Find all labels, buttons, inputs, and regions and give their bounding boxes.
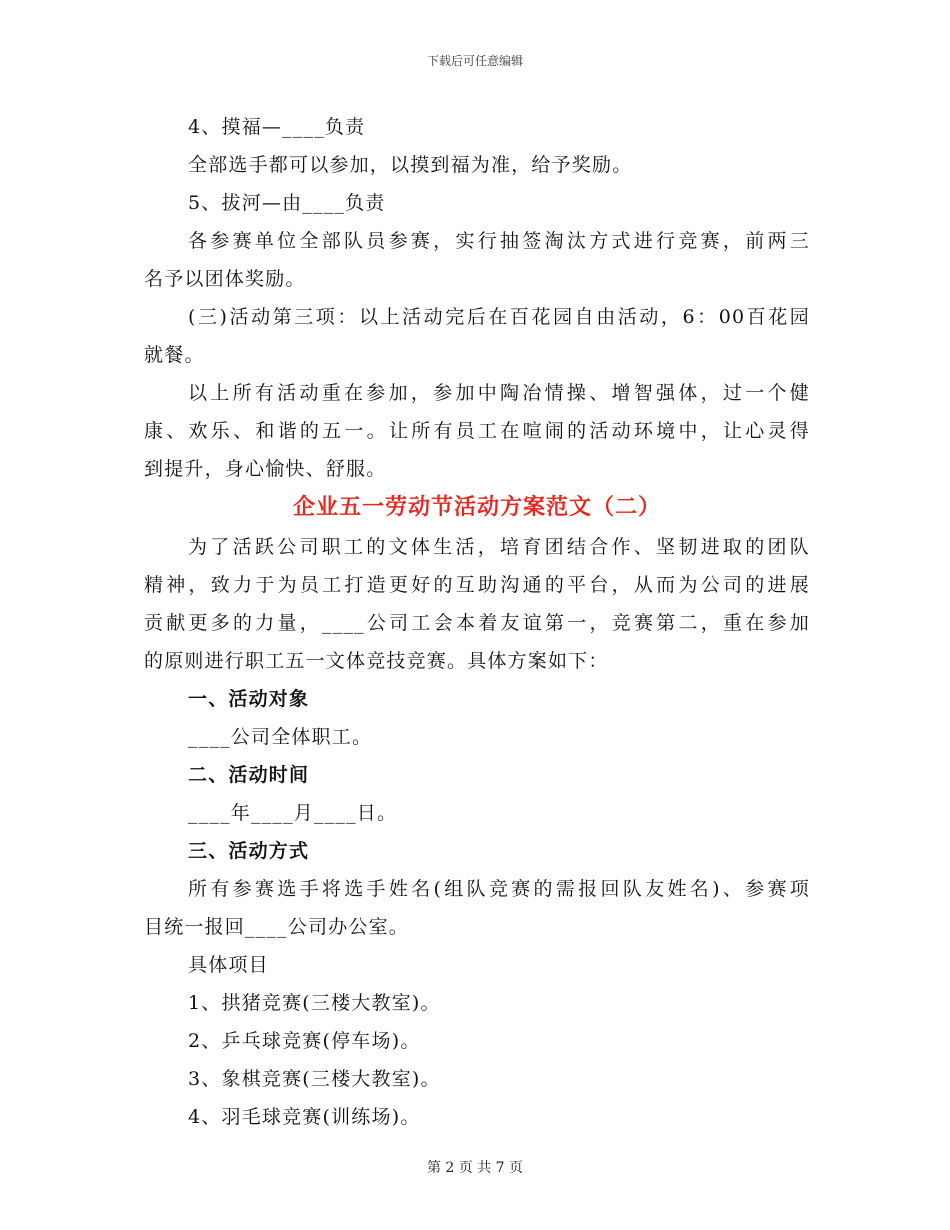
- text-line: 精神，致力于为员工打造更好的互助沟通的平台，从而为公司的进展: [144, 574, 810, 596]
- text-line: 2、乒乓球竞赛(停车场)。: [188, 1030, 421, 1052]
- text-line: 具体项目: [188, 954, 269, 976]
- text-line: 4、摸福—____负责: [188, 116, 366, 138]
- text-line: 5、拔河—由____负责: [188, 192, 386, 214]
- text-line: 为了活跃公司职工的文体生活，培育团结合作、坚韧进取的团队: [188, 536, 810, 558]
- section-heading: 二、活动时间: [188, 764, 310, 786]
- text-line: 目统一报回____公司办公室。: [144, 916, 410, 938]
- text-line: 的原则进行职工五一文体竞技竞赛。具体方案如下：: [144, 650, 609, 672]
- text-line: 以上所有活动重在参加，参加中陶冶情操、增智强体，过一个健: [188, 382, 810, 404]
- text-line: 所有参赛选手将选手姓名(组队竞赛的需报回队友姓名)、参赛项: [188, 878, 810, 900]
- section-title: 企业五一劳动节活动方案范文（二）: [292, 495, 661, 520]
- page-number: 第 2 页 共 7 页: [426, 1160, 524, 1176]
- text-line: ____公司全体职工。: [188, 726, 373, 748]
- text-line: 3、象棋竞赛(三楼大教室)。: [188, 1068, 441, 1090]
- paragraph-group-1: [144, 108, 810, 488]
- text-line: ____年____月____日。: [188, 802, 398, 824]
- page-header: 下载后可任意编辑: [426, 54, 523, 68]
- text-line: 名予以团体奖励。: [144, 268, 306, 290]
- text-line: (三)活动第三项：以上活动完后在百花园自由活动，6：00百花园: [188, 306, 810, 328]
- text-line: 4、羽毛球竞赛(训练场)。: [188, 1106, 421, 1128]
- text-line: 1、拱猪竞赛(三楼大教室)。: [188, 992, 441, 1014]
- section-heading: 三、活动方式: [188, 840, 310, 862]
- section-heading: 一、活动对象: [188, 688, 310, 710]
- text-line: 到提升，身心愉快、舒服。: [144, 458, 387, 480]
- text-line: 各参赛单位全部队员参赛，实行抽签淘汰方式进行竞赛，前两三: [188, 230, 810, 252]
- text-line: 贡献更多的力量，____公司工会本着友谊第一，竞赛第二，重在参加: [144, 612, 810, 634]
- document-body: [144, 108, 810, 1136]
- text-line: 康、欢乐、和谐的五一。让所有员工在喧闹的活动环境中，让心灵得: [144, 420, 810, 442]
- text-line: 就餐。: [144, 344, 205, 366]
- text-line: 全部选手都可以参加，以摸到福为准，给予奖励。: [188, 154, 633, 176]
- paragraph-group-2: [144, 528, 810, 1136]
